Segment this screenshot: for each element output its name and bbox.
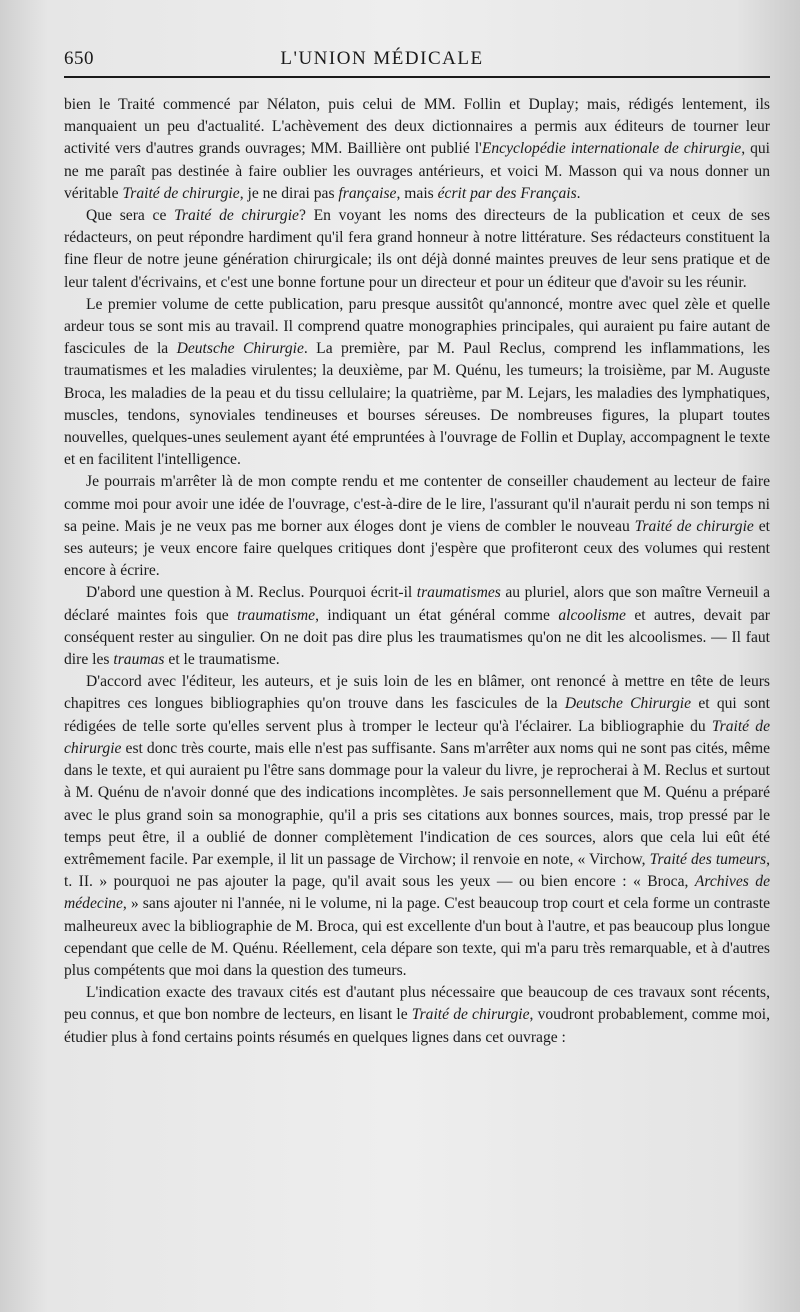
paragraph-text: D'accord avec l'éditeur, les auteurs, et je suis loin de les en blâmer, ont renoncé à mettre en tête de leurs chapitres ces longues bibliographies qu'on trouve dans les fascicules de la [64, 673, 770, 713]
italic-text: Deutsche Chirurgie [564, 695, 692, 713]
journal-title: L'UNION MÉDICALE [280, 48, 484, 69]
paragraph-text: et qui sont rédigées de telle sorte qu'elles servent plus à tromper le lecteur qu'à l'éclairer. La bibliographie du [64, 695, 771, 735]
paragraph-text: Le premier volume de cette publication, paru presque aussitôt qu'annoncé, montre avec quel zèle et quelle ardeur tous se sont mis au travail. Il comprend quatre monographies principales, qui auraient pu faire autant de fascicules de la [64, 295, 770, 358]
italic-text: traumas [113, 651, 165, 669]
paragraph-text: , » sans ajouter ni l'année, ni le volume, ni la page. C'est beaucoup trop court et cela forme un contraste malheureux avec la bibliographie de M. Broca, qui est excellente d'un bout à l'autre, et pas beaucoup plus longue cependant que celle de M. Quénu. Réellement, cela dépare son texte, qui m'a paru très remarquable, et à d'autres plus compétents que moi dans la question des tumeurs. [64, 895, 770, 979]
paragraph [64, 94, 770, 205]
italic-text: Traité des tumeurs [649, 850, 767, 868]
italic-text: Traité de chirurgie [174, 207, 299, 225]
paragraph-text: D'abord une question à M. Reclus. Pourquoi écrit-il [86, 584, 417, 602]
italic-text: Archives de médecine [64, 873, 770, 913]
italic-text: alcoolisme [558, 606, 626, 624]
italic-text: Traité de chirurgie [411, 1006, 530, 1024]
italic-text: Traité de chirurgie [122, 184, 240, 202]
article-body [64, 94, 770, 1049]
page-header [64, 44, 770, 78]
italic-text: Encyclopédie internationale de chirurgie [481, 140, 742, 158]
paragraph-text: , mais [396, 184, 438, 202]
paragraph-text: et autres, devait par conséquent rester au singulier. On ne doit pas dire plus les traumatismes qu'on ne dit les alcoolismes. — Il faut dire les [64, 606, 771, 669]
paragraph-text: Je pourrais m'arrêter là de mon compte rendu et me contenter de conseiller chaudement au lecteur de faire comme moi pour avoir une idée de l'ouvrage, c'est-à-dire de le lire, l'assurant qu'il n'aurait perdu ni son temps ni sa peine. Mais je ne veux pas me borner aux éloges dont je viens de combler le nouveau [64, 473, 770, 535]
paragraph-text: Que sera ce [86, 207, 175, 225]
paragraph-text: ? En voyant les noms des directeurs de la publication et ceux de ses rédacteurs, on peut répondre hardiment qu'il fera grand honneur à notre littérature. Ses rédacteurs constituent la fine fleur de notre jeune génération chirurgicale; ils ont déjà donné maintes preuves de leur sens pratique et de leur talent d'écrivains, et c'est une bonne fortune pour un directeur et pour un éditeur que d'avoir su les réunir. [64, 207, 771, 291]
italic-text: Traité de chirurgie [64, 717, 770, 757]
page-number: 650 [64, 48, 94, 69]
paragraph-text: . La première, par M. Paul Reclus, comprend les inflammations, les traumatismes et les maladies virulentes; la deuxième, par M. Quénu, les tumeurs; la troisième, par M. Auguste Broca, les maladies de la peau et du tissu cellulaire; la quatrième, par M. Lejars, les maladies des lymphatiques, muscles, tendons, synoviales tendineuses et bourses séreuses. De nombreuses figures, la plupart toutes nouvelles, quelques-unes seulement ayant été empruntées à l'ouvrage de Follin et Duplay, accompagnent le texte et en facilitent l'intelligence. [64, 340, 770, 469]
paragraph-text: bien le Traité commencé par Nélaton, puis celui de MM. Follin et Duplay; mais, rédigés lentement, ils manquaient un peu d'actualité. L'achèvement des deux dictionnaires a permis aux éditeurs de tourner leur activité vers d'autres grands ouvrages; MM. Baillière ont publié l' [64, 96, 770, 158]
paragraph-text: et le traumatisme. [164, 651, 280, 669]
paragraph-text: , qui ne me paraît pas destinée à faire oublier les ouvrages antérieurs, et voici M. Masson qui va nous donner un véritable [64, 140, 770, 202]
paragraph-text: et ses auteurs; je veux encore faire quelques critiques dont j'espère que profiteront ceux des volumes qui restent encore à écrire. [64, 517, 770, 580]
paragraph-text: , indiquant un état général comme [315, 606, 559, 624]
italic-text: Deutsche Chirurgie [176, 340, 304, 358]
paragraph-text: , t. II. » pourquoi ne pas ajouter la page, qu'il avait sous les yeux — ou bien encore : « Broca, [64, 850, 771, 891]
italic-text: traumatismes [416, 584, 501, 602]
paragraph [64, 582, 770, 671]
italic-text: traumatisme [237, 606, 316, 624]
italic-text: française [338, 184, 397, 202]
paragraph-text: L'indication exacte des travaux cités est d'autant plus nécessaire que beaucoup de ces travaux sont récents, peu connus, et que bon nombre de lecteurs, en lisant le [64, 984, 770, 1024]
paragraph-text: , je ne dirai pas [239, 184, 339, 202]
paragraph-text: au pluriel, alors que son maître Verneuil a déclaré maintes fois que [64, 584, 771, 624]
paragraph [64, 671, 770, 982]
paragraph [64, 982, 770, 1049]
paragraph [64, 294, 770, 472]
paragraph-text: . [576, 184, 581, 202]
paragraph [64, 205, 770, 294]
paragraph [64, 471, 770, 582]
paragraph-text: , voudront probablement, comme moi, étudier plus à fond certains points résumés en quelques lignes dans cet ouvrage : [64, 1006, 770, 1046]
paragraph-text: est donc très courte, mais elle n'est pas suffisante. Sans m'arrêter aux noms qui ne sont pas cités, même dans le texte, et qui auraient pu l'être sans dommage pour la valeur du livre, je reprocherai à M. Reclus et surtout à M. Quénu de n'avoir donné que des indications incomplètes. Je sais personnellement que M. Quénu a préparé avec le plus grand soin sa monographie, qu'il a pris ses citations aux bonnes sources, mais, trop pressé par le temps peut être, il a oublié de donner complètement l'indication de ces sources, alors que cela lui eût été extrêmement facile. Par exemple, il lit un passage de Virchow; il renvoie en note, « Virchow, [64, 739, 770, 868]
italic-text: écrit par des Français [437, 184, 577, 202]
italic-text: Traité de chirurgie [634, 517, 754, 535]
